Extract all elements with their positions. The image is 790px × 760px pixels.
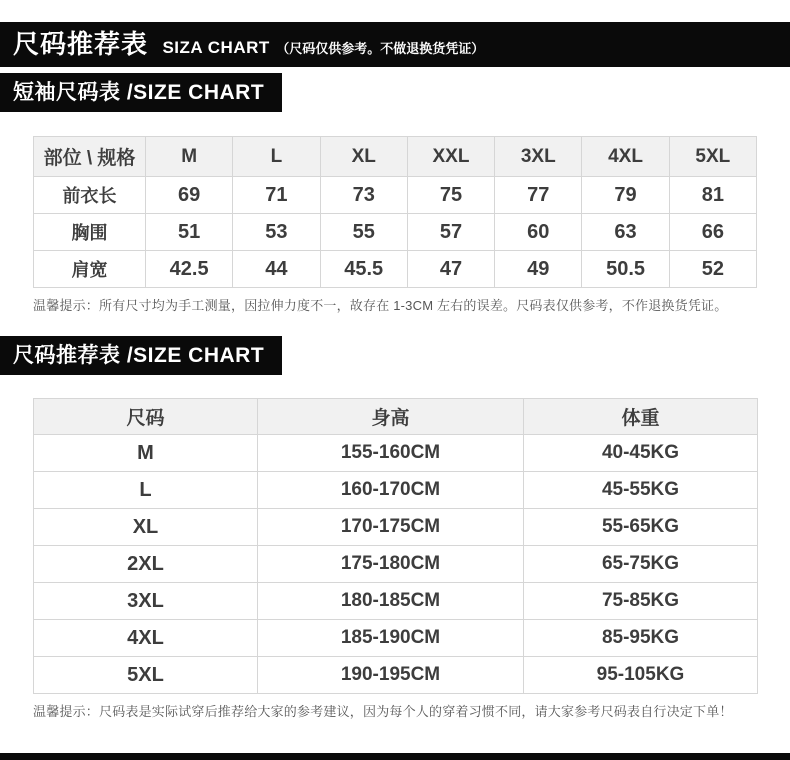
table-row (34, 657, 758, 694)
table-cell: 63 (582, 214, 669, 251)
shirt-table-header-row (34, 137, 757, 177)
size-recommendation-note: 温馨提示：尺码表是实际试穿后推荐给大家的参考建议，因为每个人的穿着习惯不同，请大家参考尺码表自行决定下单！ (33, 704, 733, 719)
column-header: 尺码 (34, 399, 258, 435)
column-header: XXL (407, 137, 494, 177)
section-label-size-recommendation: 尺码推荐表 /SIZE CHART (0, 336, 282, 375)
table-cell: 45.5 (320, 251, 407, 288)
row-header: M (34, 435, 258, 472)
table-row (34, 546, 758, 583)
table-cell: 69 (146, 177, 233, 214)
row-header: L (34, 472, 258, 509)
row-header: 前衣长 (34, 177, 146, 214)
table-cell: 66 (669, 214, 756, 251)
table-cell: 47 (407, 251, 494, 288)
table-cell: 65-75KG (524, 546, 758, 583)
table-row (34, 177, 757, 214)
table-cell: 51 (146, 214, 233, 251)
row-header: 4XL (34, 620, 258, 657)
table-cell: 175-180CM (258, 546, 524, 583)
table-cell: 75 (407, 177, 494, 214)
table-row (34, 435, 758, 472)
table-cell: 60 (495, 214, 582, 251)
table-cell: 79 (582, 177, 669, 214)
column-header: 体重 (524, 399, 758, 435)
table-cell: 55 (320, 214, 407, 251)
banner-subtitle: SIZA CHART (162, 38, 270, 57)
column-header: L (233, 137, 320, 177)
recommend-table-body (34, 435, 758, 694)
size-chart-page (0, 22, 790, 760)
table-row (34, 583, 758, 620)
measurement-disclaimer-note: 温馨提示：所有尺寸均为手工测量，因拉伸力度不一，故存在 1-3CM 左右的误差。尺码表仅供参考，不作退换货凭证。 (33, 298, 728, 313)
section-label-shirt-size-chart: 短袖尺码表 /SIZE CHART (0, 73, 282, 112)
table-cell: 170-175CM (258, 509, 524, 546)
row-header: 2XL (34, 546, 258, 583)
table-cell: 160-170CM (258, 472, 524, 509)
table-cell: 81 (669, 177, 756, 214)
recommend-table-header-row (34, 399, 758, 435)
table-cell: 85-95KG (524, 620, 758, 657)
column-header: XL (320, 137, 407, 177)
row-header: 3XL (34, 583, 258, 620)
table-cell: 155-160CM (258, 435, 524, 472)
column-header: M (146, 137, 233, 177)
table-cell: 190-195CM (258, 657, 524, 694)
table-cell: 185-190CM (258, 620, 524, 657)
column-header: 身高 (258, 399, 524, 435)
column-header: 5XL (669, 137, 756, 177)
table-cell: 45-55KG (524, 472, 758, 509)
table-cell: 180-185CM (258, 583, 524, 620)
table-cell: 75-85KG (524, 583, 758, 620)
table-cell: 55-65KG (524, 509, 758, 546)
banner-note: （尺码仅供参考。不做退换货凭证） (276, 41, 485, 56)
table-cell: 44 (233, 251, 320, 288)
top-banner (0, 22, 790, 67)
banner-title: 尺码推荐表 (13, 29, 149, 59)
column-header: 3XL (495, 137, 582, 177)
table-row (34, 620, 758, 657)
table-cell: 71 (233, 177, 320, 214)
column-header: 部位 \ 规格 (34, 137, 146, 177)
table-cell: 77 (495, 177, 582, 214)
row-header: XL (34, 509, 258, 546)
table-cell: 42.5 (146, 251, 233, 288)
row-header: 5XL (34, 657, 258, 694)
table-cell: 52 (669, 251, 756, 288)
table-cell: 73 (320, 177, 407, 214)
table-cell: 57 (407, 214, 494, 251)
table-row (34, 472, 758, 509)
row-header: 肩宽 (34, 251, 146, 288)
shirt-measurements-table (33, 136, 757, 288)
column-header: 4XL (582, 137, 669, 177)
table-row (34, 214, 757, 251)
table-cell: 95-105KG (524, 657, 758, 694)
shirt-table-body (34, 177, 757, 288)
table-cell: 40-45KG (524, 435, 758, 472)
table-cell: 53 (233, 214, 320, 251)
table-cell: 50.5 (582, 251, 669, 288)
bottom-divider-bar (0, 753, 790, 760)
size-recommendation-table (33, 398, 758, 694)
table-row (34, 251, 757, 288)
row-header: 胸围 (34, 214, 146, 251)
table-row (34, 509, 758, 546)
table-cell: 49 (495, 251, 582, 288)
